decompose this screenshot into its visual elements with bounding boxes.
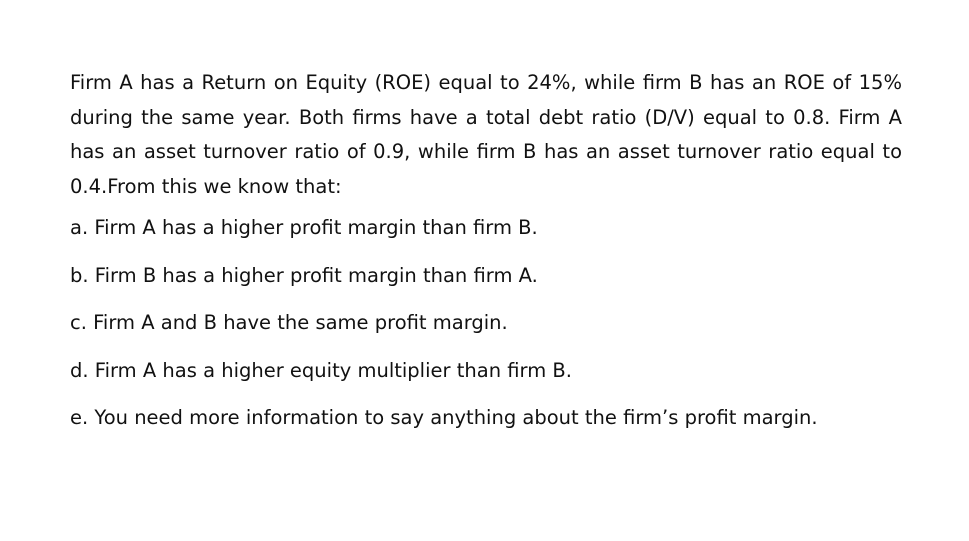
option-c[interactable]: c. Firm A and B have the same profit margin. <box>70 311 508 334</box>
option-a[interactable]: a. Firm A has a higher profit margin than firm B. <box>70 216 538 239</box>
option-d[interactable]: d. Firm A has a higher equity multiplier than firm B. <box>70 358 572 382</box>
question-text: Firm A has a Return on Equity (ROE) equal to 24%, while firm B has an ROE of 15% during the same year. Both firms have a total debt ratio (D/V) equal to 0.8. Firm A has an asset turnover ratio of 0.9, while firm B has an asset turnover ratio equal to 0.4.From this we know that: <box>70 71 902 198</box>
question-block <box>70 66 902 204</box>
answer-options <box>70 216 950 454</box>
option-b[interactable]: b. Firm B has a higher profit margin than firm A. <box>70 263 538 287</box>
option-e[interactable]: e. You need more information to say anything about the firm’s profit margin. <box>70 406 818 429</box>
